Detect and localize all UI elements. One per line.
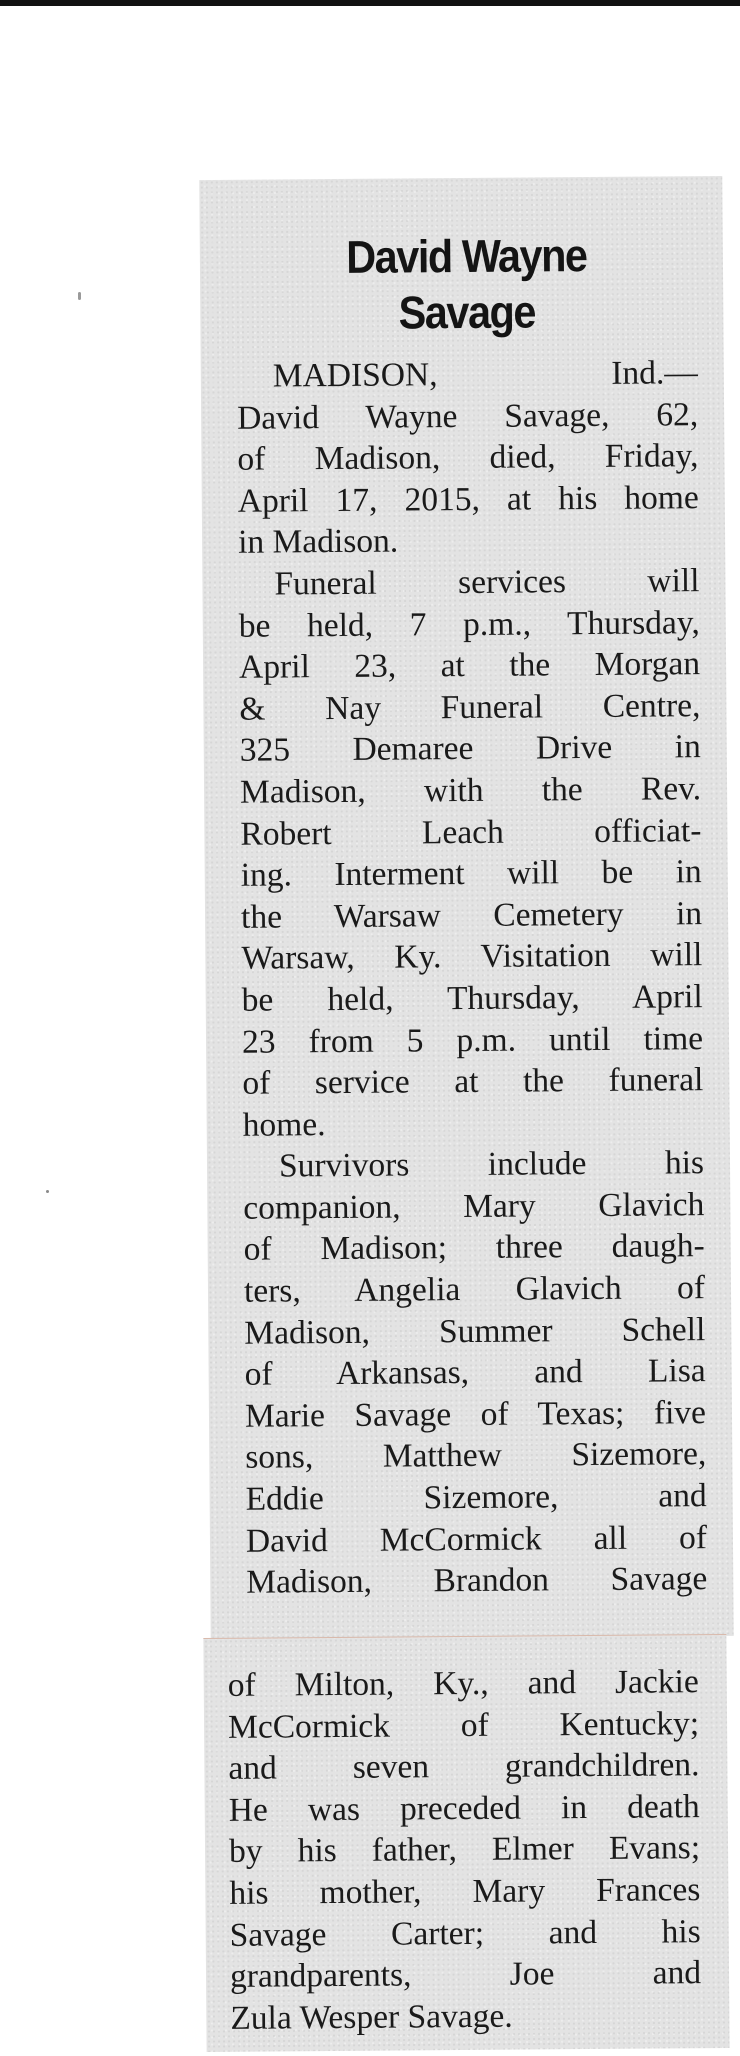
text-line: He was preceded in death (228, 1787, 700, 1829)
text-line: 23 from 5 p.m. until time (241, 1019, 704, 1061)
scan-speck (46, 1190, 49, 1193)
text-line: of Arkansas, and Lisa (244, 1352, 706, 1394)
text-line: Warsaw, Ky. Visitation will (241, 936, 703, 978)
text-line: MADISON, Ind.— (272, 354, 698, 395)
text-line: in Madison. (237, 522, 399, 562)
obituary-paragraph-services (238, 560, 704, 1146)
text-line: Survivors include his (278, 1144, 705, 1185)
obituary-paragraph-survivors-continued (228, 1661, 702, 2039)
text-line: of Madison, died, Friday, (237, 437, 699, 478)
text-line: companion, Mary Glavich (243, 1186, 705, 1227)
text-line: April 17, 2015, at his home (237, 478, 699, 520)
obituary-headline (259, 226, 675, 341)
text-line: Madison, Brandon Savage (246, 1560, 708, 1601)
obituary-clipping-top (199, 176, 733, 1640)
text-line: McCormick of Kentucky; (227, 1704, 700, 1746)
text-line: of Milton, Ky., and Jackie (227, 1663, 699, 1704)
obituary-paragraph-death (237, 352, 700, 564)
text-line: grandparents, Joe and (229, 1954, 702, 1996)
text-line: Marie Savage of Texas; five (244, 1393, 707, 1435)
text-line: Madison, Summer Schell (244, 1310, 706, 1352)
text-line: David McCormick all of (245, 1518, 708, 1560)
text-line: 325 Demaree Drive in (239, 728, 701, 770)
text-line: his mother, Mary Frances (229, 1871, 701, 1912)
text-line: April 23, at the Morgan (238, 645, 701, 686)
text-line: Savage Carter; and his (229, 1912, 701, 1954)
obituary-paragraph-survivors (243, 1142, 708, 1603)
text-line: sons, Matthew Sizemore, (245, 1435, 707, 1477)
text-line: David Wayne Savage, 62, (236, 395, 699, 437)
text-line: Madison, with the Rev. (239, 770, 702, 811)
headline-line: Savage (398, 285, 536, 339)
text-line: Funeral services will (274, 562, 700, 603)
text-line: Eddie Sizemore, and (245, 1477, 707, 1518)
text-line: and seven grandchildren. (228, 1746, 700, 1788)
text-line: the Warsaw Cemetery in (240, 894, 703, 936)
scan-speck (78, 292, 81, 300)
text-line: & Nay Funeral Centre, (239, 686, 701, 728)
text-line: ing. Interment will be in (240, 853, 702, 894)
text-line: ters, Angelia Glavich of (243, 1269, 706, 1310)
text-line: home. (242, 1105, 326, 1144)
text-line: Robert Leach officiat- (240, 811, 702, 853)
text-line: Zula Wesper Savage. (230, 1997, 513, 2037)
text-line: of service at the funeral (242, 1061, 704, 1102)
text-line: be held, Thursday, April (241, 978, 703, 1019)
text-line: by his father, Elmer Evans; (228, 1829, 701, 1871)
headline-line: David Wayne (346, 229, 587, 283)
text-line: be held, 7 p.m., Thursday, (238, 603, 700, 645)
text-line: of Madison; three daugh- (243, 1227, 705, 1269)
scanner-edge (0, 0, 740, 6)
obituary-clipping-bottom (203, 1634, 729, 2052)
